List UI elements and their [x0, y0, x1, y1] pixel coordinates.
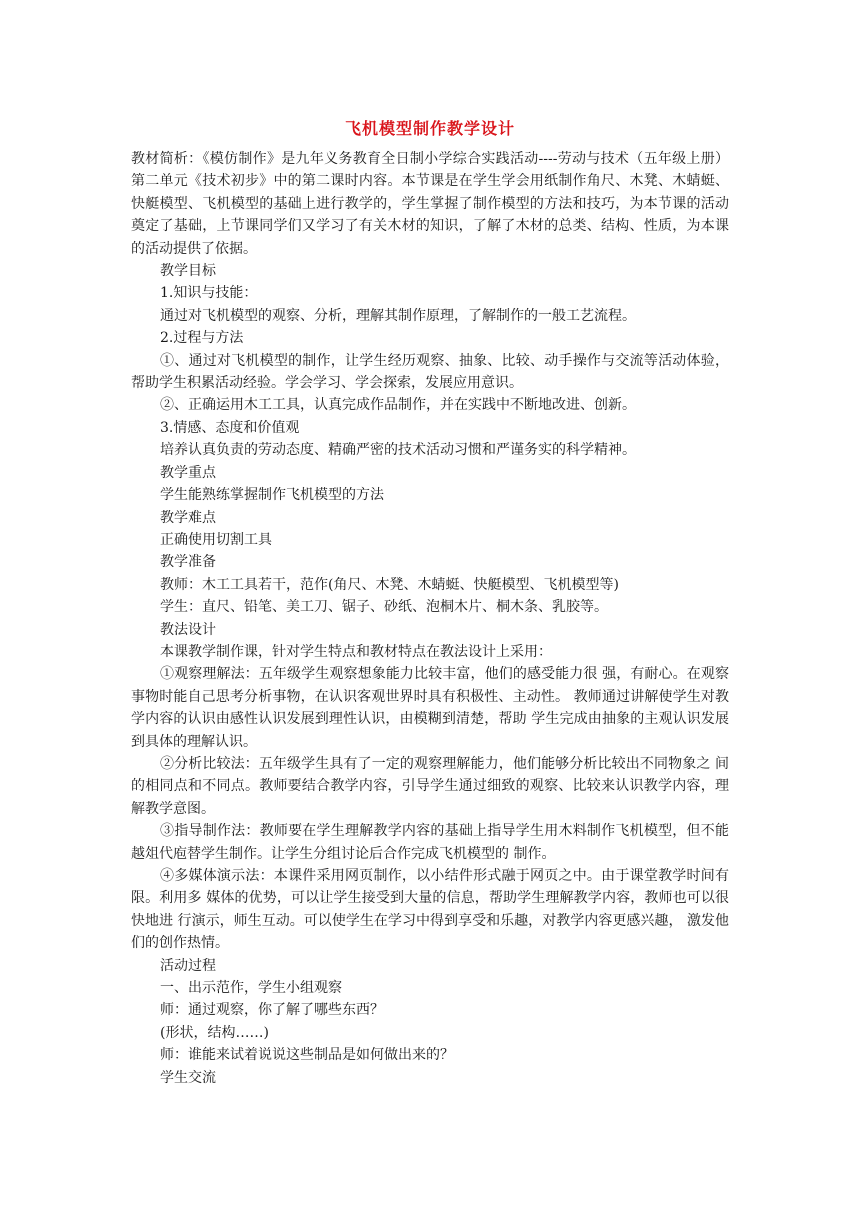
paragraph: ②分析比较法：五年级学生具有了一定的观察理解能力，他们能够分析比较出不同物象之 间的相同点和不同点。教师要结合教学内容，引导学生通过细致的观察、比较来认识教学内容，理解教学意图。: [131, 755, 729, 817]
paragraph: 2.过程与方法: [160, 330, 244, 347]
paragraph: 教学目标: [160, 263, 216, 280]
paragraph: 学生：直尺、铅笔、美工刀、锯子、砂纸、泡桐木片、桐木条、乳胶等。: [160, 599, 608, 616]
paragraph: 正确使用切割工具: [160, 531, 272, 548]
paragraph: 通过对飞机模型的观察、分析，理解其制作原理，了解制作的一般工艺流程。: [160, 307, 636, 324]
paragraph: 本课教学制作课，针对学生特点和教材特点在教法设计上采用：: [160, 643, 552, 660]
paragraph: 教材简析：《模仿制作》是九年义务教育全日制小学综合实践活动----劳动与技术（五年级上册）第二单元《技术初步》中的第二课时内容。本节课是在学生学会用纸制作角尺、木凳、木蜻蜓、快艇模型、飞机模型的基础上进行教学的，学生掌握了制作模型的方法和技巧，为本节课的活动奠定了基础，上节课同学们又学习了有关木材的知识，了解了木材的总类、结构、性质，为本课的活动提供了依据。: [131, 151, 729, 257]
paragraph: 3.情感、态度和价值观: [160, 419, 300, 436]
paragraph: 学生能熟练掌握制作飞机模型的方法: [160, 487, 384, 504]
document-body: [131, 148, 729, 1089]
paragraph: (形状，结构……): [160, 1024, 269, 1041]
paragraph: ①、通过对飞机模型的制作，让学生经历观察、抽象、比较、动手操作与交流等活动体验，帮助学生积累活动经验。学会学习、学会探索，发展应用意识。: [131, 352, 729, 392]
document-page: [131, 116, 729, 1089]
paragraph: 教学重点: [160, 464, 216, 481]
document-title: 飞机模型制作教学设计: [344, 119, 515, 138]
paragraph: 师：通过观察，你了解了哪些东西？: [160, 1002, 384, 1019]
paragraph: 教法设计: [160, 621, 216, 638]
paragraph: ②、正确运用木工工具，认真完成作品制作，并在实践中不断地改进、创新。: [160, 397, 636, 414]
paragraph: 1.知识与技能：: [160, 285, 258, 302]
paragraph: 师：谁能来试着说说这些制品是如何做出来的？: [160, 1047, 454, 1064]
paragraph: 教学准备: [160, 554, 216, 571]
paragraph: 一、出示范作，学生小组观察: [160, 980, 342, 997]
paragraph: 培养认真负责的劳动态度、精确严密的技术活动习惯和严谨务实的科学精神。: [160, 442, 636, 459]
paragraph: ④多媒体演示法：本课件采用网页制作，以小结件形式融于网页之中。由于课堂教学时间有限。利用多 媒体的优势，可以让学生接受到大量的信息，帮助学生理解教学内容，教师也可以很快地进 行演示，师生互动。可以使学生在学习中得到享受和乐趣，对教学内容更感兴趣， 激发他们的创作热情。: [131, 868, 729, 952]
paragraph: ③指导制作法：教师要在学生理解教学内容的基础上指导学生用木料制作飞机模型，但不能 越俎代庖替学生制作。让学生分组讨论后合作完成飞机模型的 制作。: [131, 823, 729, 862]
paragraph: 教师：木工工具若干，范作(角尺、木凳、木蜻蜓、快艇模型、飞机模型等): [160, 576, 619, 593]
paragraph: 学生交流: [160, 1069, 216, 1086]
paragraph: 教学难点: [160, 509, 216, 526]
paragraph: ①观察理解法：五年级学生观察想象能力比较丰富，他们的感受能力很 强，有耐心。在观察事物时能自己思考分析事物，在认识客观世界时具有积极性、主动性。 教师通过讲解使学生对教学内容的认识由感性认识发展到理性认识，由模糊到清楚，帮助 学生完成由抽象的主观认识发展到具体的理解认识。: [131, 666, 729, 750]
paragraph: 活动过程: [160, 957, 216, 974]
